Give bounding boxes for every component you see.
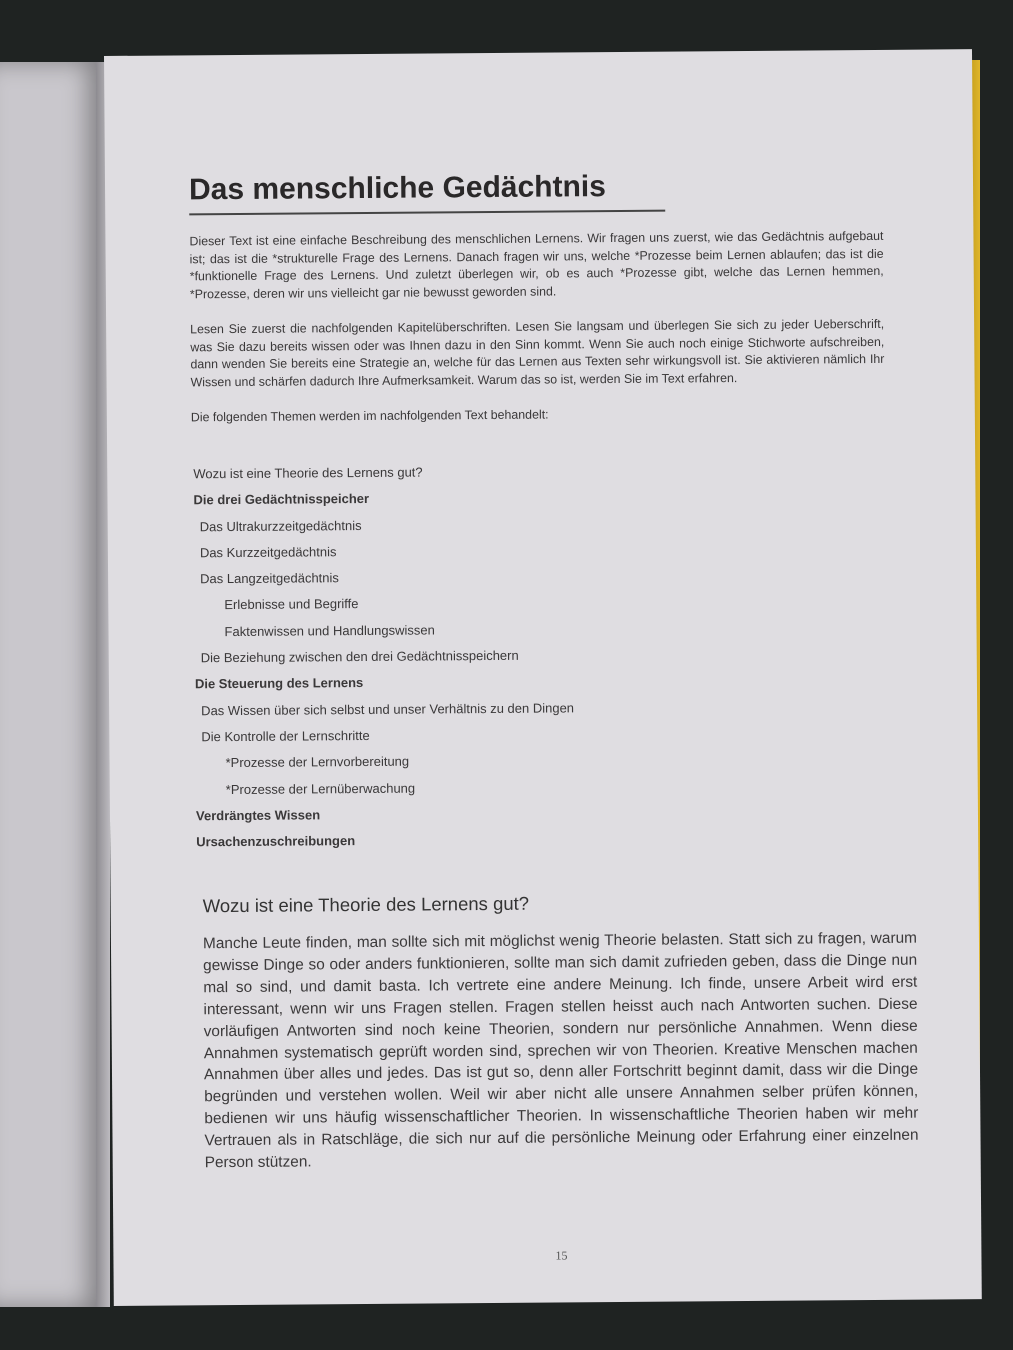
page-number: 15 xyxy=(555,1248,568,1263)
topic-item: *Prozesse der Lernvorbereitung xyxy=(225,753,410,771)
left-page xyxy=(0,62,106,1307)
topic-item: Wozu ist eine Theorie des Lernens gut? xyxy=(193,464,423,482)
page-title: Das menschliche Gedächtnis xyxy=(189,170,665,216)
topic-item: Die drei Gedächtnisspeicher xyxy=(193,491,370,508)
section-body: Manche Leute finden, man sollte sich mit möglichst wenig Theorie belasten. Statt sich zu fragen, warum gewisse Dinge so oder anders funktionieren, sollte man sich damit zufrieden geben, dass die Dinge nun mal so sind, und damit basta. Ich vertrete eine andere Meinung. Ich finde, unsere Arbeit wird erst interessant, wenn wir uns Fragen stellen. Fragen stellen heisst auch nach Antworten suchen. Diese vorläufigen Antworten sind noch keine Theorien, sondern nur persönliche Annahmen. Wenn diese Annahmen systematisch geprüft worden sind, sprechen wir von Theorien. Kreative Menschen machen Annahmen über alles und jedes. Das ist gut so, denn aller Fortschritt beginnt damit, dass wir die Dinge begründen und verstehen wollen. Weil wir aber nicht alle unsere Annahmen selber prüfen können, bedienen wir uns häufig wissenschaftlicher Theorien. In wissenschaftliche Theorien haben wir mehr Vertrauen als in Ratschläge, die sich nur auf die persönliche Meinung oder Erfahrung einer einzelnen Person stützen. xyxy=(202,929,919,1172)
topic-item: Das Ultrakurzzeitgedächtnis xyxy=(199,517,362,534)
topic-item: Ursachenzuschreibungen xyxy=(196,833,356,850)
intro-paragraph: Lesen Sie zuerst die nachfolgenden Kapitelüberschriften. Lesen Sie langsam und überlegen Sie sich zu jeder Ueberschrift, was Sie dazu bereits wissen oder was Ihnen dazu in den Sinn kommt. Wenn Sie auch noch einige Stichworte aufschreiben, dann wenden Sie bereits eine Strategie an, welche für das Lernen aus Texten sehr wirkungsvoll ist. Sie aktivieren nämlich Ihr Wissen und schärfen dadurch Ihre Aufmerksamkeit. Warum das so ist, werden Sie im Text erfahren. xyxy=(190,316,885,389)
intro-paragraph: Dieser Text ist eine einfache Beschreibung des menschlichen Lernens. Wir fragen uns zuerst, wie das Gedächtnis aufgebaut ist; das ist die *strukturelle Frage des Lernens. Danach fragen wir uns, welche *Prozesse beim Lernen ablaufen; das ist die *funktionelle Frage des Lernens. Und zuletzt überlegen wir, ob es auch *Prozesse gibt, welche das Lernen hemmen, *Prozesse, deren wir uns vielleicht gar nie bewusst geworden sind. xyxy=(189,228,884,301)
section-heading: Wozu ist eine Theorie des Lernens gut? xyxy=(202,892,530,917)
intro-text xyxy=(189,228,885,445)
topic-item: Faktenwissen und Handlungswissen xyxy=(224,622,435,639)
topic-item: Verdrängtes Wissen xyxy=(195,807,321,824)
topic-item: *Prozesse der Lernüberwachung xyxy=(225,780,416,797)
topic-item: Das Wissen über sich selbst und unser Verhältnis zu den Dingen xyxy=(201,700,575,718)
book-page xyxy=(104,49,982,1306)
topic-item: Die Steuerung des Lernens xyxy=(194,675,364,692)
topic-item: Die Beziehung zwischen den drei Gedächtnisspeichern xyxy=(200,647,519,666)
topic-item: Die Kontrolle der Lernschritte xyxy=(201,727,370,745)
topic-list xyxy=(193,456,816,855)
topic-item: Das Kurzzeitgedächtnis xyxy=(199,544,337,561)
intro-paragraph: Die folgenden Themen werden im nachfolgenden Text behandelt: xyxy=(190,407,549,425)
topic-item: Das Langzeitgedächtnis xyxy=(200,570,339,587)
topic-item: Erlebnisse und Begriffe xyxy=(224,596,359,613)
